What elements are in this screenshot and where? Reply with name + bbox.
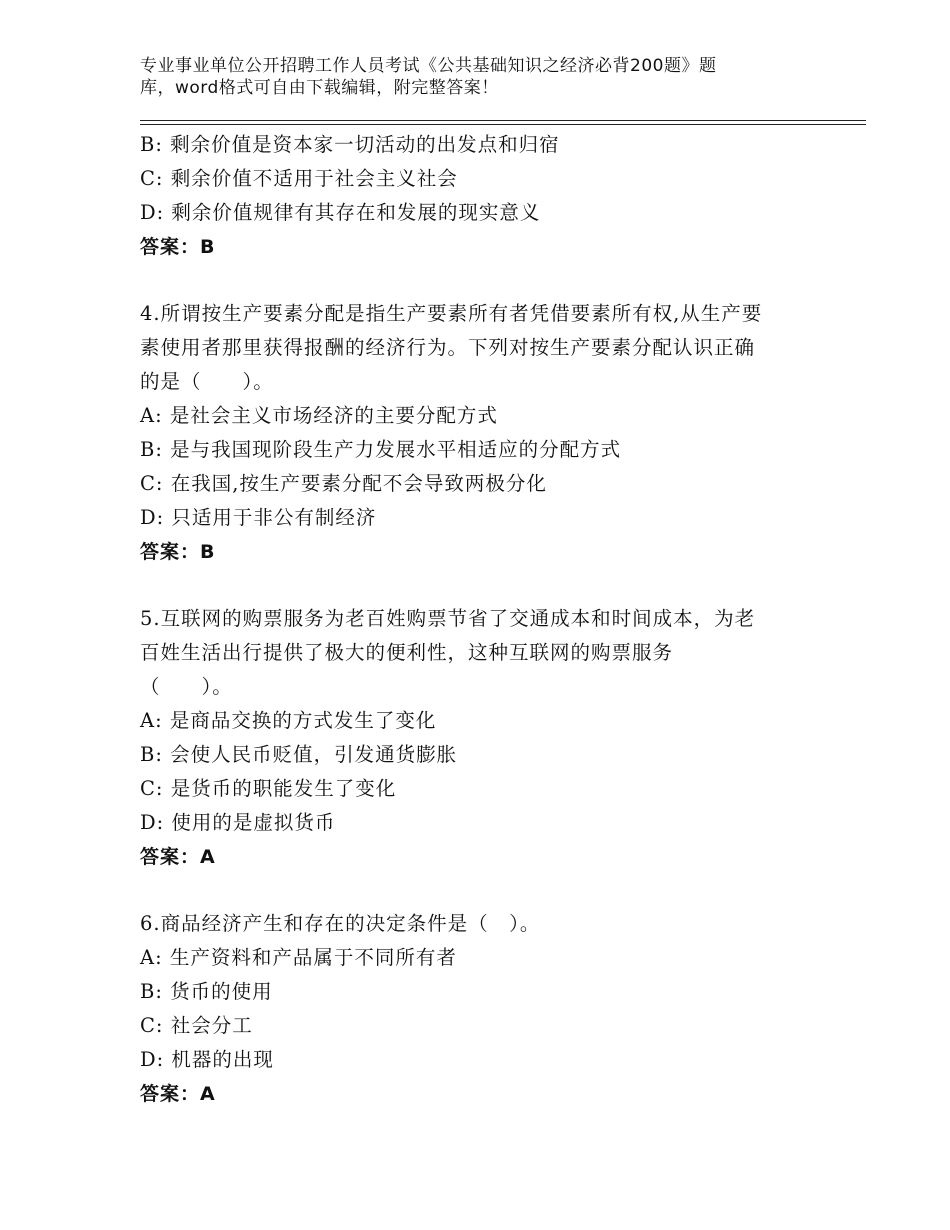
answer: 答案：B [140, 236, 216, 258]
answer: 答案：B [140, 541, 216, 563]
option-d: D: 只适用于非公有制经济 [140, 506, 377, 529]
question-gap [140, 569, 820, 602]
question-gap [140, 264, 820, 297]
question-text-line: 素使用者那里获得报酬的经济行为。下列对按生产要素分配认识正确 [140, 336, 756, 359]
question-text-line: 5.互联网的购票服务为老百姓购票节省了交通成本和时间成本，为老 [140, 607, 756, 630]
header-divider-thick [140, 124, 866, 125]
option-d: D: 剩余价值规律有其存在和发展的现实意义 [140, 201, 541, 224]
header-line-1: 专业事业单位公开招聘工作人员考试《公共基础知识之经济必背200题》题 [140, 56, 717, 76]
option-a: A: 是商品交换的方式发生了变化 [140, 709, 437, 732]
option-b: B: 货币的使用 [140, 980, 273, 1003]
question-text-line: 6.商品经济产生和存在的决定条件是（ ）。 [140, 912, 541, 935]
option-d: D: 机器的出现 [140, 1048, 274, 1071]
question-text-line: 百姓生活出行提供了极大的便利性，这种互联网的购票服务 [140, 641, 674, 664]
option-c: C: 社会分工 [140, 1014, 253, 1037]
question-4 [140, 297, 820, 569]
option-b: B: 是与我国现阶段生产力发展水平相适应的分配方式 [140, 438, 622, 461]
question-text-line: 4.所谓按生产要素分配是指生产要素所有者凭借要素所有权,从生产要 [140, 302, 763, 325]
option-c: C: 剩余价值不适用于社会主义社会 [140, 167, 458, 190]
question-3 [140, 128, 820, 264]
question-6 [140, 907, 820, 1111]
page-header [140, 55, 780, 99]
option-d: D: 使用的是虚拟货币 [140, 811, 336, 834]
option-c: C: 在我国,按生产要素分配不会导致两极分化 [140, 472, 547, 495]
question-text-line: 的是（ ）。 [140, 370, 274, 393]
header-line-2: 库，word格式可自由下载编辑，附完整答案！ [140, 78, 499, 98]
option-b: B: 会使人民币贬值，引发通货膨胀 [140, 743, 458, 766]
option-a: A: 是社会主义市场经济的主要分配方式 [140, 404, 498, 427]
answer: 答案：A [140, 846, 216, 868]
question-list [140, 128, 820, 1111]
answer: 答案：A [140, 1083, 216, 1105]
option-a: A: 生产资料和产品属于不同所有者 [140, 946, 457, 969]
header-divider-thin [140, 120, 866, 121]
question-gap [140, 874, 820, 907]
option-c: C: 是货币的职能发生了变化 [140, 777, 397, 800]
question-text-line: （ ）。 [140, 675, 233, 698]
option-b: B: 剩余价值是资本家一切活动的出发点和归宿 [140, 133, 560, 156]
question-5 [140, 602, 820, 874]
